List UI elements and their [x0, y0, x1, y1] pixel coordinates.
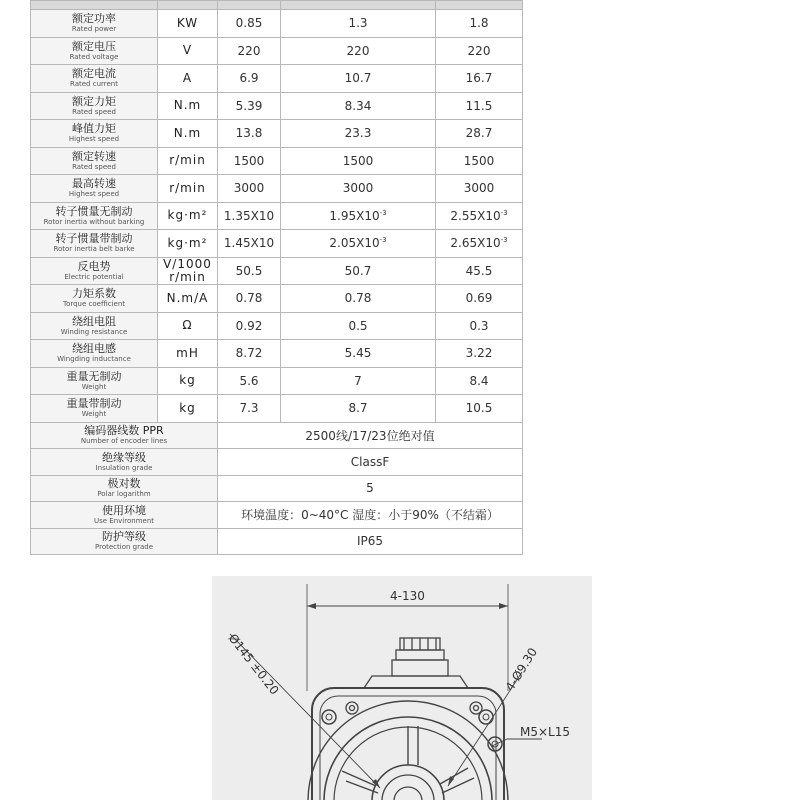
- row-label: [31, 340, 158, 368]
- label-en: Use Environment: [94, 516, 154, 525]
- value-text: 28.7: [465, 126, 493, 141]
- value-text: 1.35X10: [223, 208, 275, 223]
- table-row-merged: [31, 502, 523, 529]
- value-cell: [281, 37, 436, 65]
- merged-value-text: 5: [366, 481, 374, 496]
- label-zh: 绝缘等级: [102, 450, 146, 464]
- label-en: Highest speed: [68, 135, 120, 144]
- value-text: 220: [346, 43, 370, 58]
- value-cell: [281, 92, 436, 120]
- unit-text: V: [182, 43, 193, 58]
- row-label: [31, 367, 158, 395]
- label-en: Weight: [81, 410, 107, 419]
- value-text: 3000: [463, 181, 495, 196]
- label-zh: 重量带制动: [66, 397, 122, 411]
- value-text: 8.7: [348, 401, 368, 416]
- table-row: [31, 65, 523, 93]
- label-zh: 重量无制动: [66, 369, 122, 383]
- value-cell: [218, 120, 281, 148]
- table-row-merged: [31, 422, 523, 449]
- unit-cell: [158, 312, 218, 340]
- value-cell: [436, 312, 523, 340]
- row-label: [31, 65, 158, 93]
- value-cell: [218, 340, 281, 368]
- value-cell: [281, 312, 436, 340]
- value-text: 220: [467, 43, 491, 58]
- label-zh: 转子惯量无制动: [55, 204, 133, 218]
- merged-value-text: 环境温度：0~40°C 湿度：小于90%（不结霜）: [241, 508, 499, 523]
- value-text: 1.45X10: [223, 236, 275, 251]
- label-en: Highest speed: [68, 190, 120, 199]
- value-cell: [281, 147, 436, 175]
- label-en: Wingding inductance: [57, 355, 131, 364]
- label-zh: 防护等级: [102, 530, 146, 544]
- label-zh: 反电势: [77, 259, 111, 273]
- unit-text: N.m: [173, 125, 202, 140]
- value-text: 16.7: [465, 71, 493, 86]
- table-row: [31, 120, 523, 148]
- unit-text: kg: [179, 400, 196, 415]
- value-text: 0.78: [235, 291, 263, 306]
- value-cell: [281, 230, 436, 258]
- value-text: 0.69: [465, 291, 493, 306]
- value-text: 5.39: [235, 98, 263, 113]
- value-text: 8.72: [235, 346, 263, 361]
- value-text: 0.78: [344, 291, 372, 306]
- table-row: [31, 147, 523, 175]
- label-en: Protection grade: [95, 543, 153, 552]
- header-cell-model: [281, 1, 436, 10]
- value-cell: [281, 285, 436, 313]
- value-text: 6.9: [239, 71, 259, 86]
- label-zh: 使用环境: [102, 503, 146, 517]
- value-text: 2.55X10: [450, 208, 501, 223]
- value-cell: [281, 340, 436, 368]
- value-exponent: -3: [500, 236, 508, 245]
- value-text: 23.3: [344, 126, 372, 141]
- table-row-merged: [31, 528, 523, 555]
- value-text: 50.5: [235, 263, 263, 278]
- unit-text: r/min: [169, 180, 206, 195]
- value-cell: [218, 65, 281, 93]
- value-text: 0.85: [235, 16, 263, 31]
- table-row: [31, 175, 523, 203]
- row-label: [31, 475, 218, 502]
- header-cell-unit: [158, 1, 218, 10]
- row-label: [31, 92, 158, 120]
- label-en: Winding resistance: [60, 327, 128, 336]
- row-label: [31, 422, 218, 449]
- label-zh: 额定转速: [72, 149, 116, 163]
- unit-cell: [158, 367, 218, 395]
- value-text: 0.92: [235, 318, 263, 333]
- value-text: 7: [354, 373, 362, 388]
- header-cell-model: [436, 1, 523, 10]
- unit-text: V/1000: [163, 257, 212, 271]
- value-cell: [436, 10, 523, 38]
- table-row: [31, 37, 523, 65]
- label-en: Rated current: [70, 80, 118, 89]
- label-en: Rated power: [71, 25, 117, 34]
- unit-cell: [158, 92, 218, 120]
- unit-text: kg: [179, 373, 196, 388]
- value-text: 8.4: [469, 373, 489, 388]
- table-row: [31, 340, 523, 368]
- unit-text-2: r/min: [169, 269, 206, 284]
- value-exponent: -3: [500, 208, 508, 217]
- value-cell: [281, 202, 436, 230]
- table-row: [31, 312, 523, 340]
- value-cell: [436, 37, 523, 65]
- value-text: 5.45: [344, 346, 372, 361]
- label-en: Weight: [81, 382, 107, 391]
- value-text: 1.95X10: [329, 208, 380, 223]
- merged-value-text: IP65: [356, 534, 384, 549]
- label-en: Rotor inertia belt barke: [53, 245, 135, 254]
- label-zh: 力矩系数: [72, 287, 116, 301]
- unit-cell: [158, 257, 218, 285]
- value-cell: [436, 120, 523, 148]
- unit-text: A: [182, 70, 193, 85]
- value-text: 10.5: [465, 401, 493, 416]
- value-cell: [436, 65, 523, 93]
- value-cell: [436, 92, 523, 120]
- unit-text: kg·m²: [167, 208, 208, 223]
- value-cell: [218, 175, 281, 203]
- value-text: 11.5: [465, 98, 493, 113]
- value-text: 2.05X10: [329, 236, 380, 251]
- unit-cell: [158, 175, 218, 203]
- row-label: [31, 147, 158, 175]
- value-cell: [218, 367, 281, 395]
- unit-cell: [158, 340, 218, 368]
- value-cell: [218, 395, 281, 423]
- value-cell: [436, 147, 523, 175]
- table-row: [31, 367, 523, 395]
- label-zh: 转子惯量带制动: [55, 232, 133, 246]
- value-text: 1.8: [469, 16, 489, 31]
- unit-cell: [158, 65, 218, 93]
- label-en: Rotor inertia without barking: [43, 217, 145, 226]
- value-text: 3000: [233, 181, 265, 196]
- unit-text: r/min: [169, 153, 206, 168]
- value-exponent: -3: [379, 208, 387, 217]
- value-cell: [436, 395, 523, 423]
- row-label: [31, 285, 158, 313]
- row-label: [31, 528, 218, 555]
- value-text: 50.7: [344, 263, 372, 278]
- value-cell: [218, 230, 281, 258]
- table-row: [31, 10, 523, 38]
- value-cell: [218, 10, 281, 38]
- table-row: [31, 92, 523, 120]
- label-en: Polar logarithm: [97, 490, 151, 499]
- row-label: [31, 312, 158, 340]
- merged-value-cell: [218, 475, 523, 502]
- row-label: [31, 37, 158, 65]
- unit-cell: [158, 10, 218, 38]
- row-label: [31, 395, 158, 423]
- unit-text: kg·m²: [167, 235, 208, 250]
- value-text: 1500: [342, 153, 374, 168]
- value-cell: [436, 367, 523, 395]
- unit-cell: [158, 285, 218, 313]
- value-cell: [436, 257, 523, 285]
- merged-value-text: 2500线/17/23位绝对值: [305, 428, 435, 443]
- unit-cell: [158, 230, 218, 258]
- value-text: 45.5: [465, 263, 493, 278]
- dim-circle-label: Ø145 ±0.20: [225, 631, 282, 698]
- value-text: 3.22: [465, 346, 493, 361]
- row-label: [31, 449, 218, 476]
- merged-value-cell: [218, 528, 523, 555]
- label-zh: 额定功率: [72, 12, 116, 26]
- value-text: 10.7: [344, 71, 372, 86]
- table-row-merged: [31, 475, 523, 502]
- value-cell: [281, 65, 436, 93]
- label-zh: 绕组电阻: [72, 314, 116, 328]
- value-text: 0.5: [348, 318, 368, 333]
- unit-text: N.m/A: [166, 290, 209, 305]
- merged-value-cell: [218, 449, 523, 476]
- value-text: 1500: [463, 153, 495, 168]
- header-cell-blank: [31, 1, 158, 10]
- value-cell: [281, 367, 436, 395]
- header-cell-model: [218, 1, 281, 10]
- row-label: [31, 120, 158, 148]
- table-row-merged: [31, 449, 523, 476]
- value-cell: [218, 257, 281, 285]
- unit-cell: [158, 120, 218, 148]
- unit-cell: [158, 147, 218, 175]
- value-cell: [281, 257, 436, 285]
- unit-text: KW: [176, 15, 199, 30]
- value-cell: [281, 120, 436, 148]
- label-zh: 绕组电感: [72, 342, 116, 356]
- value-cell: [218, 312, 281, 340]
- value-cell: [436, 340, 523, 368]
- merged-value-cell: [218, 422, 523, 449]
- value-cell: [436, 175, 523, 203]
- unit-cell: [158, 37, 218, 65]
- merged-value-text: ClassF: [350, 454, 390, 469]
- value-text: 7.3: [239, 401, 259, 416]
- label-en: Electric potential: [64, 272, 124, 281]
- unit-cell: [158, 395, 218, 423]
- value-cell: [281, 175, 436, 203]
- value-text: 13.8: [235, 126, 263, 141]
- unit-text: N.m: [173, 98, 202, 113]
- label-en: Rated voltage: [69, 52, 119, 61]
- value-exponent: -3: [379, 236, 387, 245]
- row-label: [31, 202, 158, 230]
- value-cell: [436, 202, 523, 230]
- row-label: [31, 502, 218, 529]
- dim-thread-label: M5×L15: [520, 725, 570, 739]
- label-en: Number of encoder lines: [80, 437, 168, 446]
- label-zh: 峰值力矩: [72, 122, 116, 136]
- label-zh: 额定电压: [72, 39, 116, 53]
- value-text: 8.34: [344, 98, 372, 113]
- label-zh: 额定力矩: [72, 94, 116, 108]
- spec-table: [30, 0, 523, 555]
- value-cell: [218, 147, 281, 175]
- unit-cell: [158, 202, 218, 230]
- label-zh: 编码器线数 PPR: [84, 424, 164, 438]
- value-cell: [281, 10, 436, 38]
- label-zh: 额定电流: [72, 67, 116, 81]
- dim-top-label: 4-130: [390, 589, 425, 603]
- label-zh: 极对数: [107, 477, 141, 491]
- table-row: [31, 285, 523, 313]
- value-cell: [436, 230, 523, 258]
- label-zh: 最高转速: [72, 177, 116, 191]
- value-text: 5.6: [239, 373, 259, 388]
- value-text: 220: [237, 43, 261, 58]
- row-label: [31, 230, 158, 258]
- value-cell: [218, 285, 281, 313]
- table-row: [31, 202, 523, 230]
- value-cell: [218, 202, 281, 230]
- value-cell: [218, 92, 281, 120]
- drawing-svg: [212, 576, 592, 800]
- dim-holes-label: 4-Ø9.30: [502, 645, 541, 694]
- value-text: 1.3: [348, 16, 368, 31]
- value-text: 1500: [233, 153, 265, 168]
- motor-dimension-drawing: [212, 576, 592, 800]
- table-header-row: [31, 1, 523, 10]
- label-en: Torque coefficient: [62, 300, 126, 309]
- value-cell: [218, 37, 281, 65]
- row-label: [31, 257, 158, 285]
- row-label: [31, 10, 158, 38]
- label-en: Rated speed: [72, 107, 116, 116]
- table-row: [31, 230, 523, 258]
- value-cell: [281, 395, 436, 423]
- value-text: 0.3: [469, 318, 489, 333]
- label-en: Insulation grade: [95, 463, 153, 472]
- merged-value-cell: [218, 502, 523, 529]
- label-en: Rated speed: [72, 162, 116, 171]
- row-label: [31, 175, 158, 203]
- table-row: [31, 257, 523, 285]
- unit-text: Ω: [182, 318, 193, 333]
- value-text: 3000: [342, 181, 374, 196]
- value-cell: [436, 285, 523, 313]
- value-text: 2.65X10: [450, 236, 501, 251]
- table-row: [31, 395, 523, 423]
- unit-text: mH: [176, 345, 199, 360]
